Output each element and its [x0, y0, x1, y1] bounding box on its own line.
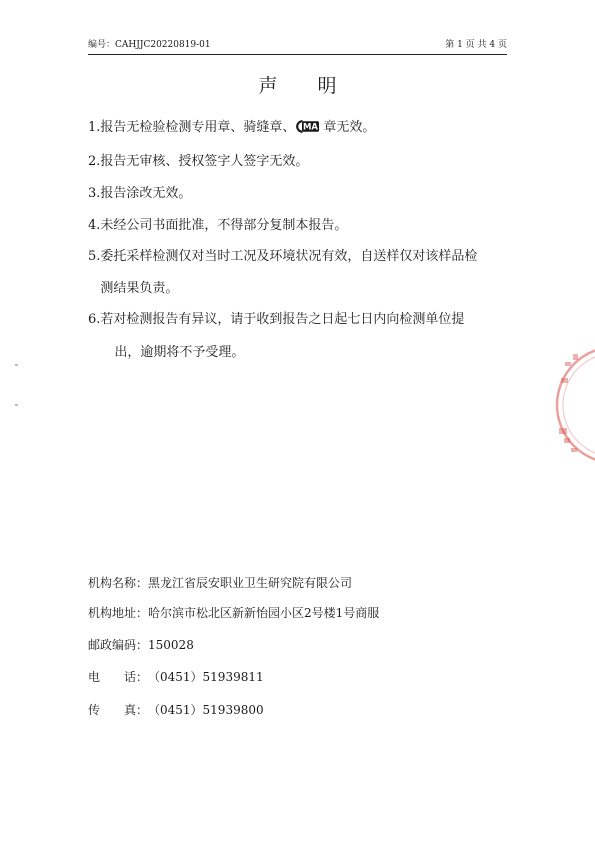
statement-item-2: [88, 152, 308, 172]
phone-label: [88, 669, 148, 685]
item-number: 4.: [88, 218, 101, 233]
postcode-label: 邮政编码：: [88, 638, 149, 652]
cma-mark-text: MA: [303, 122, 319, 133]
item-text-line-2: 测结果负责。: [100, 281, 179, 296]
fax-row: [88, 702, 264, 718]
item-text-after-icon: 章无效。: [323, 120, 376, 135]
fax-value: （0451）51939800: [148, 703, 264, 717]
statement-item-4: [88, 216, 347, 236]
item-text: 报告无审核、授权签字人签字无效。: [100, 154, 309, 169]
phone-row: [88, 669, 264, 685]
phone-value: （0451）51939811: [148, 670, 264, 684]
item-text-line-1: 若对检测报告有异议，请于收到报告之日起七日内向检测单位提: [100, 312, 465, 327]
cma-mark-icon: [296, 120, 322, 133]
item-text: [100, 118, 375, 138]
scan-speck: [15, 364, 18, 366]
org-name-label: 机构名称：: [88, 576, 149, 590]
item-text: 未经公司书面批准，不得部分复制本报告。: [100, 218, 348, 233]
statement-item-6: [88, 310, 464, 363]
item-number: 5.: [88, 249, 101, 264]
page-number: 第 1 页 共 4 页: [445, 40, 507, 50]
item-number: 6.: [88, 312, 101, 327]
item-number: 1.: [88, 120, 101, 135]
scan-speck: [15, 404, 18, 406]
page-title: 声明: [258, 75, 377, 97]
item-text-line-1: 委托采样检测仅对当时工况及环境状况有效，自送样仅对该样品检: [100, 249, 478, 264]
report-number: 编号：CAHJJC20220819-01: [88, 40, 211, 50]
postcode-value: 150028: [148, 638, 194, 652]
fax-label-rest: 真：: [124, 703, 149, 717]
org-name-value: 黑龙江省辰安职业卫生研究院有限公司: [148, 576, 353, 590]
item-number: 2.: [88, 154, 101, 169]
org-name-row: [88, 575, 352, 591]
statement-item-5: [88, 247, 477, 299]
statement-item-1: [88, 118, 375, 138]
header-divider: [88, 54, 507, 55]
item-number: 3.: [88, 186, 101, 201]
phone-label-char: 电: [88, 670, 101, 684]
fax-label: [88, 702, 148, 718]
fax-label-char: 传: [88, 703, 101, 717]
phone-label-rest: 话：: [124, 670, 149, 684]
address-row: [88, 605, 379, 621]
address-label: 机构地址：: [88, 606, 149, 620]
item-text-before-icon: 报告无检验检测专用章、骑缝章、: [100, 120, 296, 135]
statement-item-3: [88, 184, 191, 204]
postcode-row: [88, 637, 194, 653]
item-text-line-2: 出，逾期将不予受理。: [114, 345, 245, 360]
item-text: 报告涂改无效。: [100, 186, 192, 201]
address-value: 哈尔滨市松北区新新怡园小区2号楼1号商服: [148, 606, 380, 620]
seal-stamp: [553, 340, 595, 470]
page-header: [88, 38, 507, 52]
